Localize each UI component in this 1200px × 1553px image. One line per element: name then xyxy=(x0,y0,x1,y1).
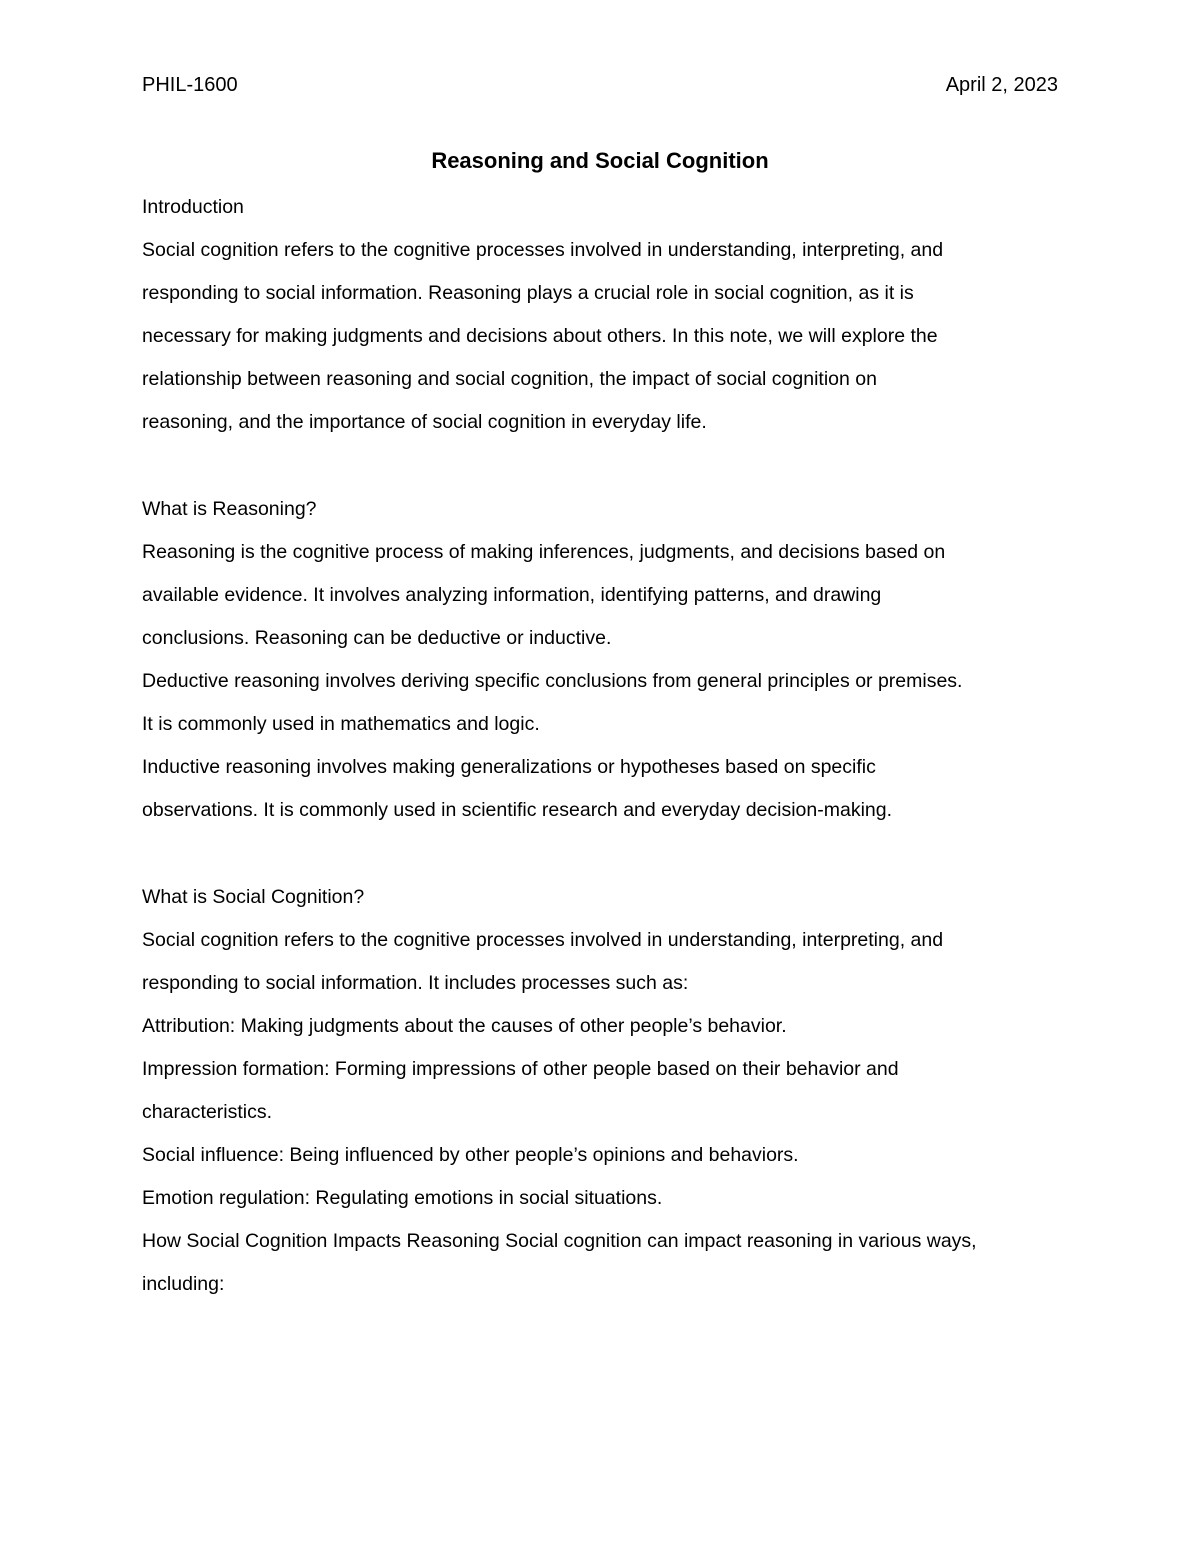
header-date: April 2, 2023 xyxy=(945,74,1058,96)
paragraph-line: available evidence. It involves analyzing information, identifying patterns, and drawing xyxy=(142,583,882,606)
paragraph-line: Impression formation: Forming impressions of other people based on their behavior and xyxy=(142,1057,899,1080)
blank-line xyxy=(142,840,1058,883)
paragraph-line: conclusions. Reasoning can be deductive or inductive. xyxy=(142,626,612,649)
paragraph-line: including: xyxy=(142,1273,225,1296)
paragraph-line: Attribution: Making judgments about the causes of other people’s behavior. xyxy=(142,1014,787,1037)
paragraph-line: Social cognition refers to the cognitive processes involved in understanding, interpreting, and xyxy=(142,928,944,951)
paragraph-line: characteristics. xyxy=(142,1100,273,1123)
section-heading-introduction: Introduction xyxy=(142,196,244,218)
paragraph-line: relationship between reasoning and social cognition, the impact of social cognition on xyxy=(142,368,877,391)
paragraph-line: Inductive reasoning involves making generalizations or hypotheses based on specific xyxy=(142,756,876,779)
paragraph-line: observations. It is commonly used in scientific research and everyday decision-making. xyxy=(142,799,893,822)
paragraph-line: reasoning, and the importance of social cognition in everyday life. xyxy=(142,411,707,434)
document-title: Reasoning and Social Cognition xyxy=(431,148,769,173)
paragraph-line: Social influence: Being influenced by other people’s opinions and behaviors. xyxy=(142,1144,799,1167)
paragraph-line: It is commonly used in mathematics and logic. xyxy=(142,713,540,736)
paragraph-line: How Social Cognition Impacts Reasoning Social cognition can impact reasoning in various ways, xyxy=(142,1230,977,1253)
paragraph-line: Social cognition refers to the cognitive processes involved in understanding, interpreting, and xyxy=(142,239,944,262)
paragraph-line: necessary for making judgments and decisions about others. In this note, we will explore the xyxy=(142,325,938,348)
section-heading-social-cognition: What is Social Cognition? xyxy=(142,885,365,908)
paragraph-line: responding to social information. It includes processes such as: xyxy=(142,971,689,994)
course-code: PHIL-1600 xyxy=(142,74,238,96)
paragraph-line: Deductive reasoning involves deriving specific conclusions from general principles or premises. xyxy=(142,670,963,693)
page-header xyxy=(142,72,1058,98)
blank-line xyxy=(142,453,1058,496)
document-body xyxy=(142,194,1058,1314)
paragraph-line: Reasoning is the cognitive process of making inferences, judgments, and decisions based on xyxy=(142,540,946,563)
section-heading-reasoning: What is Reasoning? xyxy=(142,497,317,520)
paragraph-line: responding to social information. Reasoning plays a crucial role in social cognition, as it is xyxy=(142,282,914,305)
paragraph-line: Emotion regulation: Regulating emotions in social situations. xyxy=(142,1187,663,1210)
